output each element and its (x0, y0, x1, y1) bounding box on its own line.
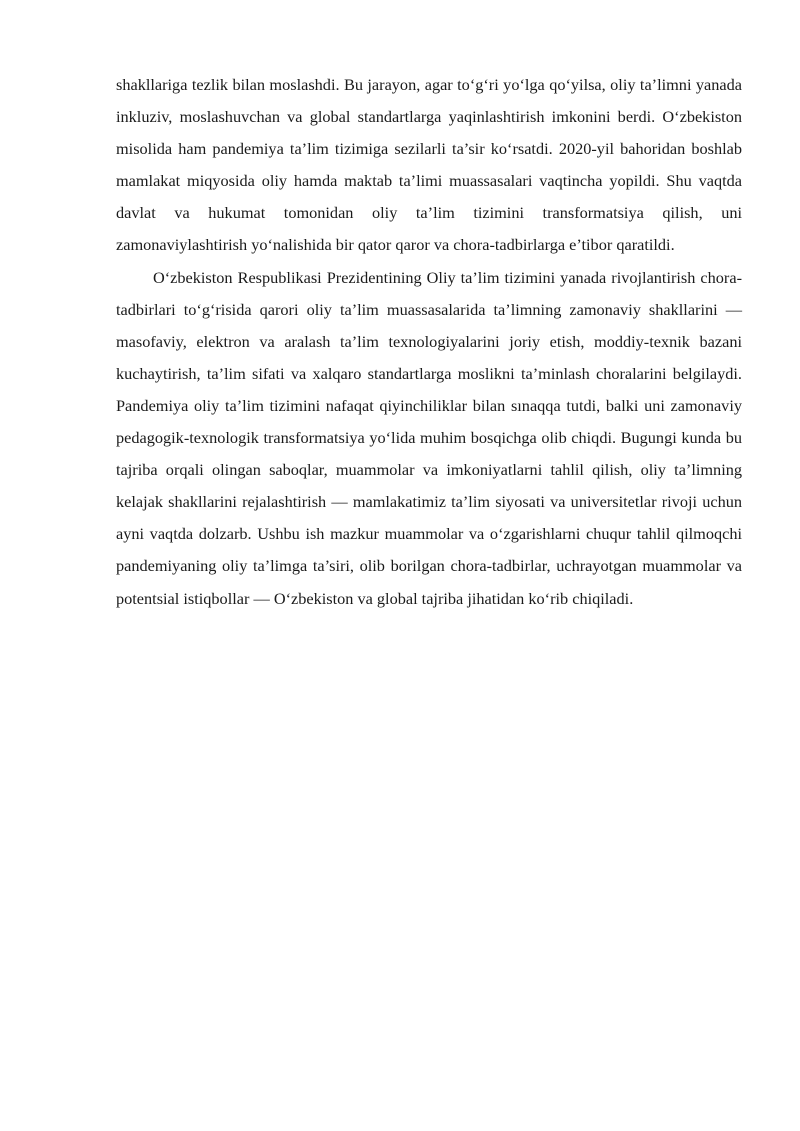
body-text (116, 69, 742, 615)
paragraph-continuation: shakllariga tezlik bilan moslashdi. Bu jarayon, agar to‘g‘ri yo‘lga qo‘yilsa, oliy ta’limni yanada inkluziv, moslashuvchan va global standartlarga yaqinlashtirish imkonini berdi. O‘zbekiston misolida ham pandemiya ta’lim tizimiga sezilarli ta’sir ko‘rsatdi. 2020-yil bahoridan boshlab mamlakat miqyosida oliy hamda maktab ta’limi muassasalari vaqtincha yopildi. Shu vaqtda davlat va hukumat tomonidan oliy ta’lim tizimini transformatsiya qilish, uni zamonaviylashtirish yo‘nalishida bir qator qaror va chora-tadbirlarga e’tibor qaratildi. (116, 75, 742, 255)
paragraph-decree: O‘zbekiston Respublikasi Prezidentining Oliy ta’lim tizimini yanada rivojlantirish chora-tadbirlari to‘g‘risida qarori oliy ta’lim muassasalarida ta’limning zamonaviy shakllarini — masofaviy, elektron va aralash ta’lim texnologiyalarini joriy etish, moddiy-texnik bazani kuchaytirish, ta’lim sifati va xalqaro standartlarga moslikni ta’minlash choralarini belgilaydi. Pandemiya oliy ta’lim tizimini nafaqat qiyinchiliklar bilan sınaqqa tutdi, balki uni zamonaviy pedagogik-texnologik transformatsiya yo‘lida muhim bosqichga olib chiqdi. Bugungi kunda bu tajriba orqali olingan saboqlar, muammolar va imkoniyatlarni tahlil qilish, oliy ta’limning kelajak shakllarini rejalashtirish — mamlakatimiz ta’lim siyosati va universitetlar rivoji uchun ayni vaqtda dolzarb. Ushbu ish mazkur muammolar va o‘zgarishlarni chuqur tahlil qilmoqchi pandemiyaning oliy ta’limga ta’siri, olib borilgan chora-tadbirlar, uchrayotgan muammolar va potentsial istiqbollar — O‘zbekiston va global tajriba jihatidan ko‘rib chiqiladi. (116, 267, 742, 608)
